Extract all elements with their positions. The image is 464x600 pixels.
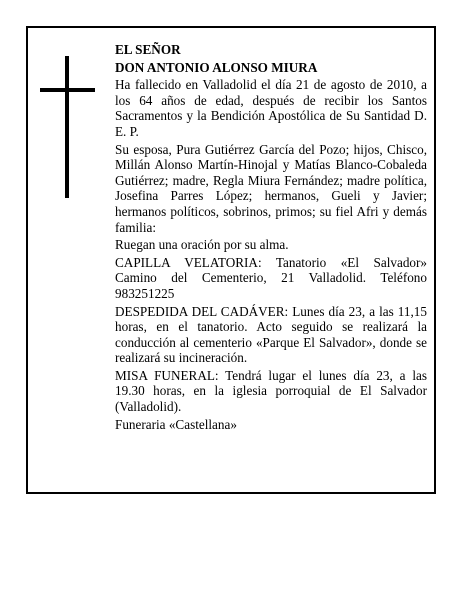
obituary-notice xyxy=(26,26,436,494)
deceased-name: DON ANTONIO ALONSO MIURA xyxy=(115,59,318,75)
death-announcement: Ha fallecido en Valladolid el día 21 de agosto de 2010, a los 64 años de edad, después de recibir los Santos Sacramentos y la Bendición Apostólica de Su Santidad D. E. P. xyxy=(115,77,427,139)
family-list: Su esposa, Pura Gutiérrez García del Pozo; hijos, Chisco, Millán Alonso Martín-Hinojal y Matías Blanco-Cobaleda Gutiérrez; madre, Regla Miura Fernández; madre política, Josefina Parres López; hermanos, Gueli y Javier; hermanos políticos, sobrinos, primos; su fiel Afri y demás familia: xyxy=(115,141,427,235)
farewell-info: DESPEDIDA DEL CADÁVER: Lunes día 23, a las 11,15 horas, en el tanatorio. Acto seguido se realizará la conducción al cementerio «Parque El Salvador», donde se realizará su incineración. xyxy=(115,303,427,366)
notice-text xyxy=(115,42,427,434)
cross-horizontal-bar xyxy=(40,88,95,92)
prayer-request: Ruegan una oración por su alma. xyxy=(115,237,289,253)
funeral-mass-info: MISA FUNERAL: Tendrá lugar el lunes día 23, a las 19.30 horas, en la iglesia porroquial de El Salvador (Valladolid). xyxy=(115,367,427,415)
cross-vertical-bar xyxy=(65,56,69,198)
chapel-info: CAPILLA VELATORIA: Tanatorio «El Salvador» Camino del Cementerio, 21 Valladolid. Teléfono 983251225 xyxy=(115,254,427,301)
funeral-home: Funeraria «Castellana» xyxy=(115,416,237,432)
title-line-1: EL SEÑOR xyxy=(115,42,181,57)
